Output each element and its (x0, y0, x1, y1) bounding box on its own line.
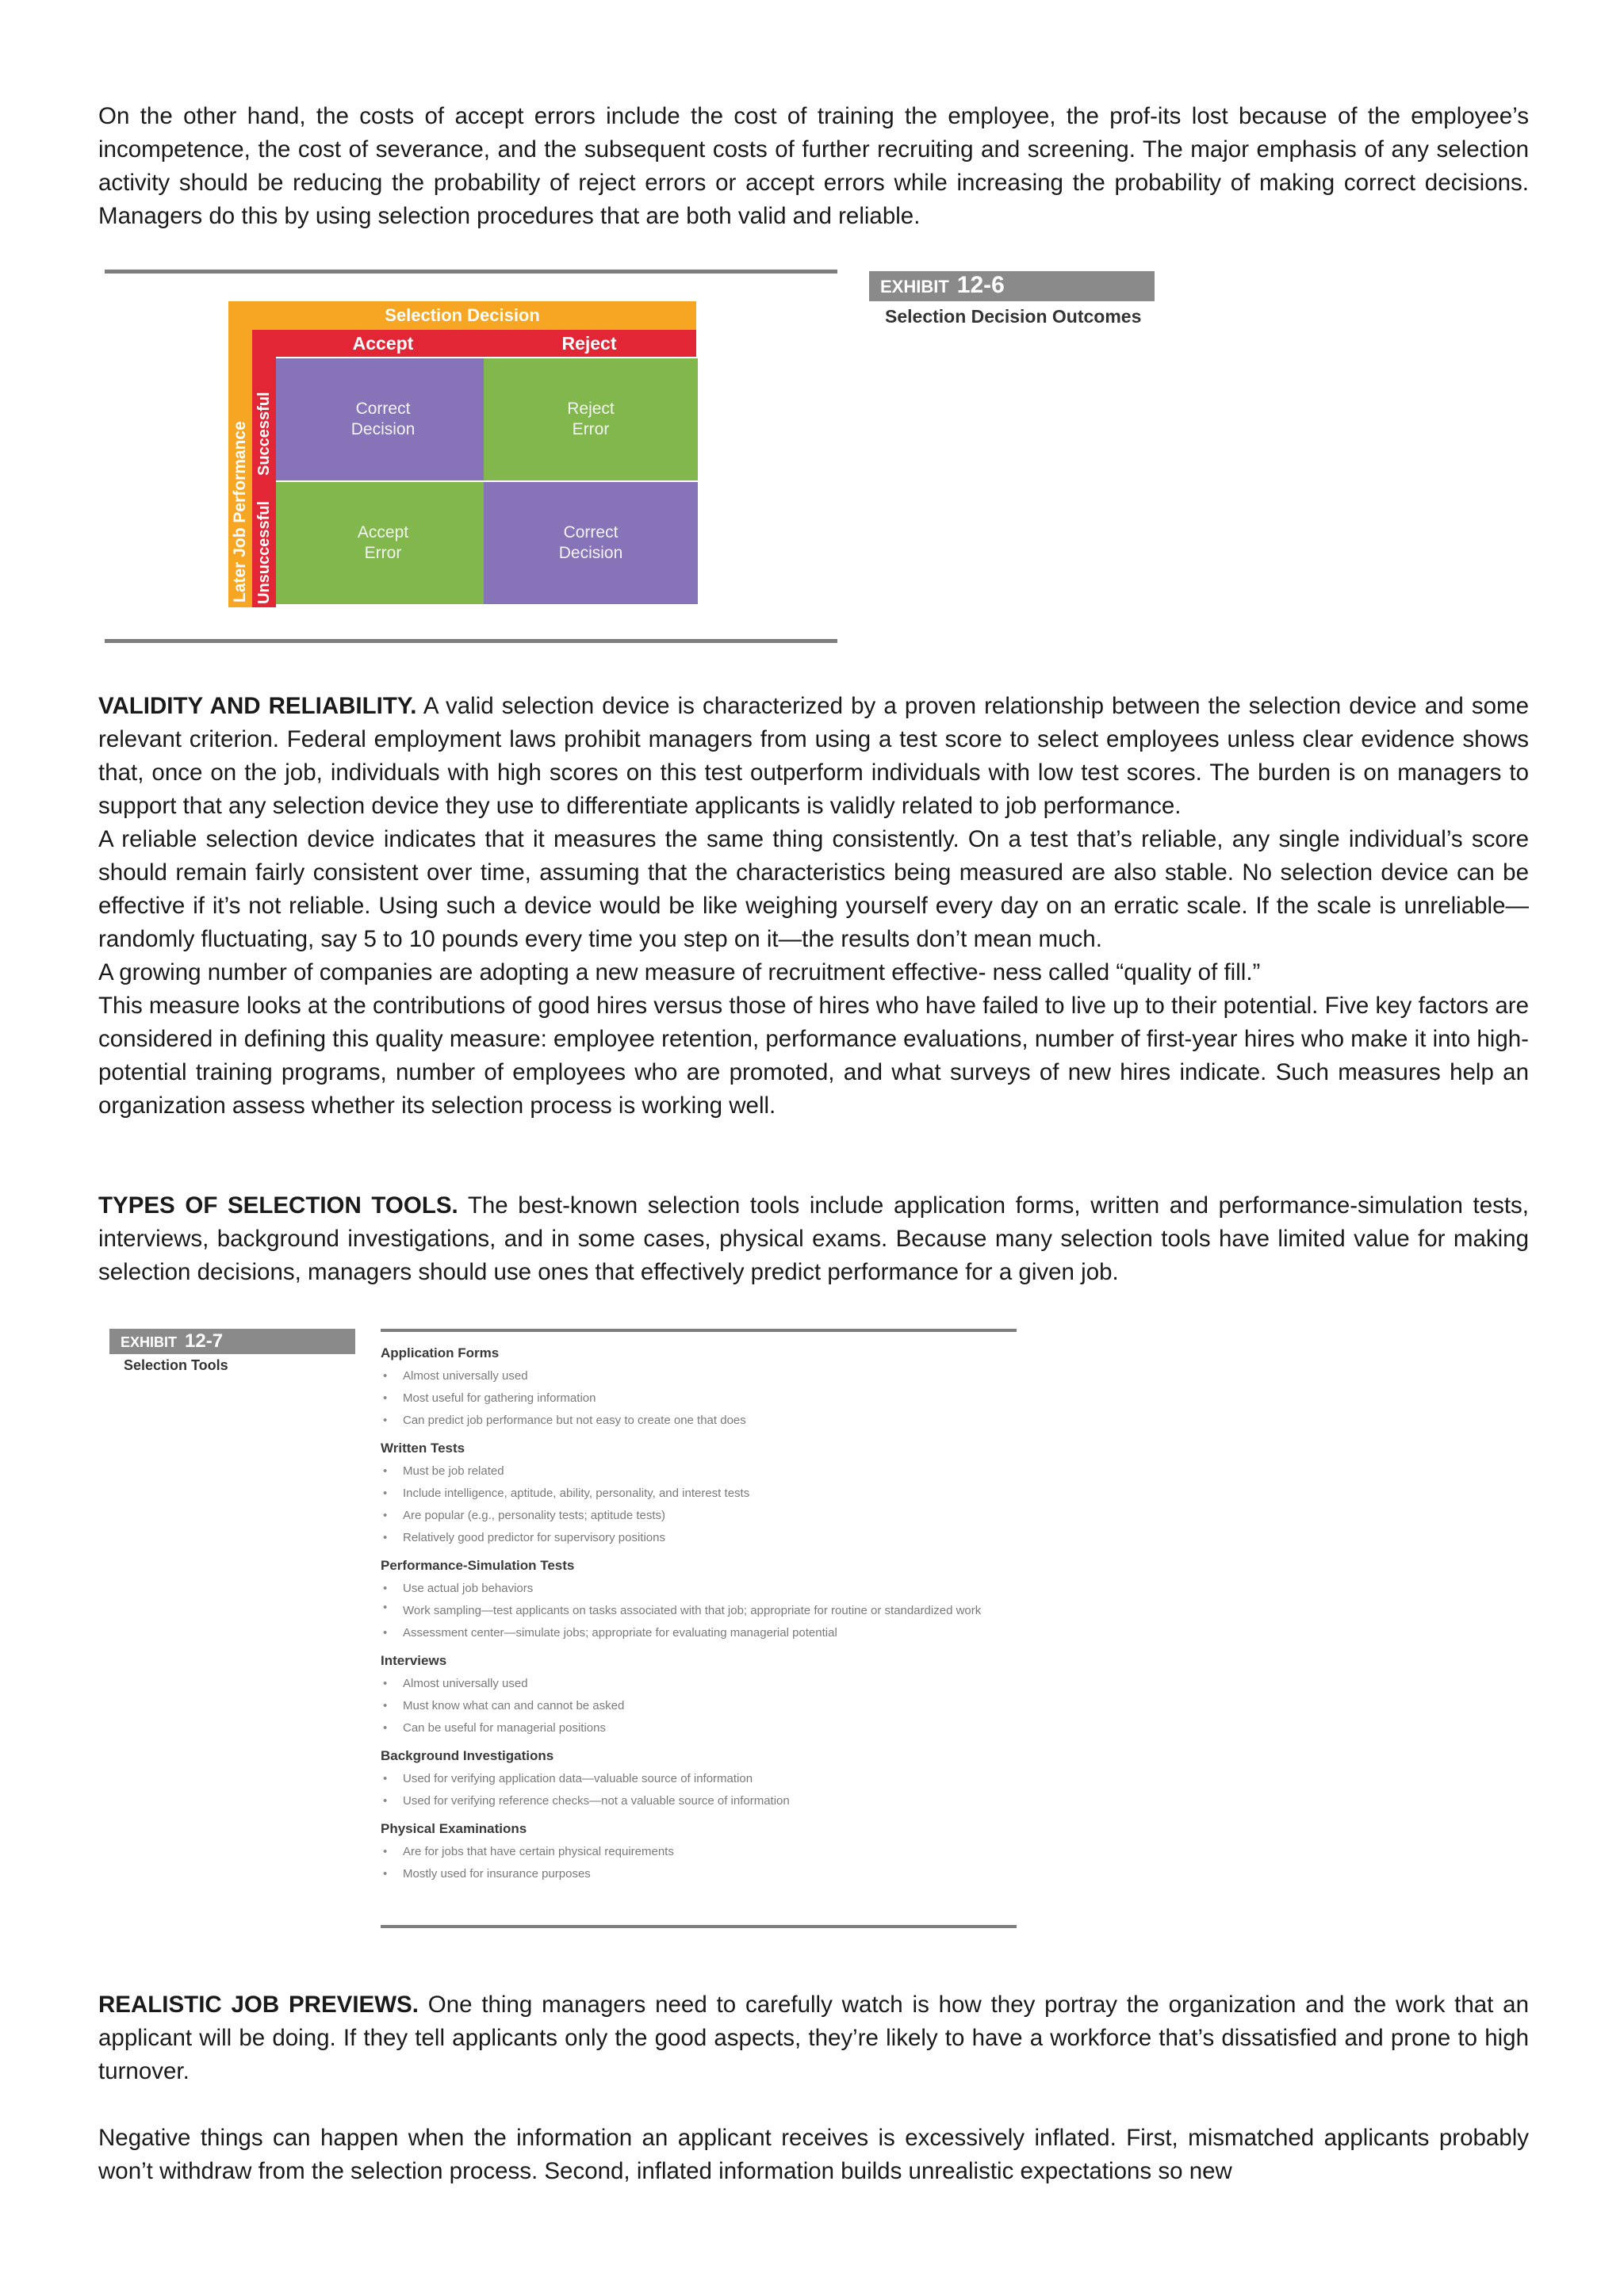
validity-paragraph-2: A reliable selection device indicates that it measures the same thing consistently. On a test that’s reliable, any single individual’s score should remain fairly consistent over time, assuming that the characteristics being measured are also stable. No selection device can be effective if it’s not reliable. Using such a device would be like weighing yourself every day on an erratic scale. If the scale is unreliable—randomly fluctuating, say 5 to 10 pounds every time you step on it—the results don’t mean much. (98, 826, 1529, 952)
types-heading: TYPES OF SELECTION TOOLS. (98, 1192, 458, 1219)
previews-paragraph-1: REALISTIC JOB PREVIEWS. One thing managers need to carefully watch is how they portray the organization and the work that an applicant will be doing. If they tell applicants only the good aspects, they’re likely to have a workforce that’s dissatisfied and prone to high turnover. (98, 1992, 1529, 2084)
tool-bullet-item: • Relatively good predictor for supervisory positions (381, 1527, 1015, 1549)
tool-bullet-item: • Used for verifying application data—valuable source of information (381, 1768, 1015, 1790)
tool-bullet-item: • Used for verifying reference checks—not a valuable source of information (381, 1790, 1015, 1812)
tool-section-title: Written Tests (381, 1441, 465, 1456)
cell-correct-decision-reject: Correct Decision (484, 482, 698, 604)
exhibit-number: 12-6 (956, 272, 1005, 298)
previews-paragraph-2: Negative things can happen when the information an applicant receives is excessively inflated. First, mismatched applicants probably won’t withdraw from the selection process. Second, inflated information builds unrealistic expectations so new (98, 2125, 1529, 2184)
decision-columns-header (252, 330, 696, 357)
selection-tools-list (381, 1343, 1015, 1892)
exhibit-tag-label: EXHIBIT (880, 277, 949, 297)
cell-correct-decision-accept: Correct Decision (276, 358, 490, 480)
exhibit-12-6-top-rule (105, 270, 837, 274)
tool-section-items (381, 1578, 1015, 1644)
tool-section-items (381, 1365, 1015, 1432)
exhibit-12-7-bottom-rule (381, 1925, 1017, 1928)
tool-bullet-item: • Almost universally used (381, 1673, 1015, 1695)
validity-paragraph-4: This measure looks at the contributions of good hires versus those of hires who have failed to live up to their potential. Five key factors are considered in defining this quality measure: employee retention, performance evaluations, number of first-year hires who make it into high-potential training programs, number of employees who are promoted, and what surveys of new hires indicate. Such measures help an organization assess whether its selection process is working well. (98, 993, 1529, 1119)
accept-column-label: Accept (352, 333, 414, 354)
validity-paragraph-1: VALIDITY AND RELIABILITY. A valid selection device is characterized by a proven relationship between the selection device and some relevant criterion. Federal employment laws prohibit managers from using a test score to select employees unless clear evidence shows that, once on the job, individuals with high scores on this test outperform individuals with low test scores. The burden is on managers to support that any selection device they use to differentiate applicants is validly related to job performance. (98, 693, 1529, 819)
tool-section-items (381, 1460, 1015, 1549)
tool-bullet-item: • Include intelligence, aptitude, ability, personality, and interest tests (381, 1483, 1015, 1505)
types-text: The best-known selection tools include application forms, written and performance-simulation tests, interviews, background investigations, and in some cases, physical exams. Because many selection tools have limited value for making selection decisions, managers should use ones that effectively predict performance for a given job. (98, 1192, 1530, 1285)
tool-section-title: Physical Examinations (381, 1821, 527, 1836)
tool-bullet-item: • Mostly used for insurance purposes (381, 1863, 1015, 1885)
tool-section-title: Background Investigations (381, 1748, 554, 1763)
tool-section-title: Application Forms (381, 1345, 500, 1360)
tool-bullet-item: • Must be job related (381, 1460, 1015, 1483)
tool-bullet-item: • Work sampling—test applicants on tasks associated with that job; appropriate for routine or standardized work (381, 1600, 1015, 1622)
tool-bullet-item: • Must know what can and cannot be asked (381, 1695, 1015, 1717)
tool-bullet-item: • Are for jobs that have certain physical requirements (381, 1841, 1015, 1863)
previews-section (98, 1988, 1529, 2188)
tool-section-title: Interviews (381, 1653, 447, 1668)
tool-bullet-item: • Almost universally used (381, 1365, 1015, 1387)
validity-heading: VALIDITY AND RELIABILITY. (98, 693, 417, 719)
intro-paragraph (98, 100, 1529, 233)
exhibit-12-6-caption: Selection Decision Outcomes (885, 306, 1142, 327)
reject-column-label: Reject (561, 333, 617, 354)
successful-row-label: Successful (255, 392, 273, 476)
intro-text: On the other hand, the costs of accept errors include the cost of training the employee, the prof-its lost because of the employee’s incompetence, the cost of severance, and the subsequent costs of further recruiting and screening. The major emphasis of any selection activity should be reducing the probability of reject errors or accept errors while increasing the probability of making correct decisions. Managers do this by using selection procedures that are both valid and reliable. (98, 103, 1529, 229)
exhibit-12-6-tag (869, 271, 1155, 301)
previews-heading: REALISTIC JOB PREVIEWS. (98, 1992, 419, 2018)
validity-paragraph-3: A growing number of companies are adopting a new measure of recruitment effective- ness called “quality of fill.” (98, 959, 1261, 985)
tool-section-title: Performance-Simulation Tests (381, 1558, 575, 1573)
tool-bullet-item: • Can predict job performance but not easy to create one that does (381, 1410, 1015, 1432)
exhibit-12-6-bottom-rule (105, 639, 837, 643)
tool-bullet-item: • Are popular (e.g., personality tests; aptitude tests) (381, 1505, 1015, 1527)
tool-bullet-item: • Assessment center—simulate jobs; appropriate for evaluating managerial potential (381, 1622, 1015, 1644)
selection-decision-matrix (228, 301, 696, 607)
validity-section (98, 690, 1529, 1123)
exhibit-12-7-top-rule (381, 1329, 1017, 1332)
later-job-performance-label: Later Job Performance (231, 421, 249, 603)
tool-section-items (381, 1768, 1015, 1812)
types-section (98, 1189, 1529, 1289)
tool-bullet-item: • Use actual job behaviors (381, 1578, 1015, 1600)
selection-decision-header: Selection Decision (228, 301, 696, 330)
unsuccessful-row-label: Unsuccessful (255, 500, 273, 604)
tool-bullet-item: • Can be useful for managerial positions (381, 1717, 1015, 1739)
exhibit-12-7-tag: EXHIBIT 12-7 (109, 1329, 355, 1354)
tool-section-items (381, 1841, 1015, 1885)
exhibit-12-7-caption: Selection Tools (124, 1357, 228, 1373)
cell-accept-error: Accept Error (276, 482, 490, 604)
cell-reject-error: Reject Error (484, 358, 698, 480)
tool-bullet-item: • Most useful for gathering information (381, 1387, 1015, 1410)
tool-section-items (381, 1673, 1015, 1739)
